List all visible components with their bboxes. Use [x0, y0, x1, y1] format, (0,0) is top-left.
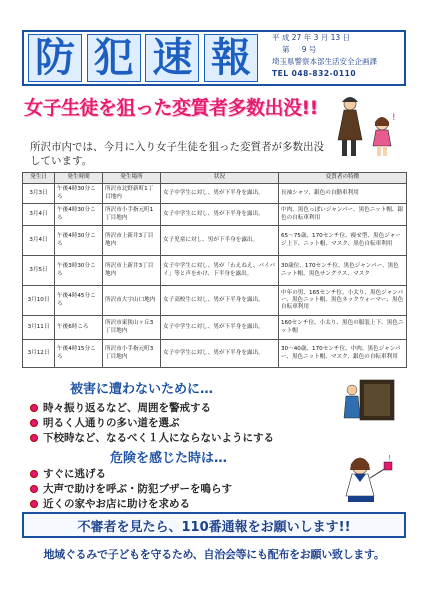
flyer-title	[28, 34, 258, 82]
cell-time: 午後4時30分ころ	[55, 204, 103, 226]
cell-date: 3月11日	[23, 316, 55, 340]
col-header-situation: 状況	[161, 173, 279, 184]
issue-date: 平 成 27 年 3 月 13 日	[272, 33, 351, 42]
cell-situation: 女子中学生に対し、男が「わえねえ、パイパイ」等と声をかけ、下半身を露出。	[161, 256, 279, 286]
bullet-icon	[30, 470, 38, 478]
cell-time: 午後4時15分ころ	[55, 340, 103, 368]
suspicious-man-illustration	[336, 92, 400, 160]
incident-table	[22, 172, 407, 368]
phone-number: TEL 048-832-0110	[272, 69, 357, 78]
list-item	[30, 400, 274, 415]
prevention-list	[30, 400, 274, 445]
title-char: 速	[145, 34, 199, 82]
cell-features: 中肉、黒色っぽいジャンパー、黒色ニット帽、銀色の自転車利用	[279, 204, 407, 226]
cell-situation: 女子中学生に対し、男が下半身を露出。	[161, 184, 279, 204]
list-item-text: 近くの家やお店に助けを求める	[43, 498, 190, 510]
list-item-text: 下校時など、なるべく１人にならないようにする	[43, 432, 274, 444]
list-item	[30, 415, 274, 430]
list-item-text: 時々振り返るなど、周囲を警戒する	[43, 402, 211, 414]
list-item-text: 大声で助けを呼ぶ・防犯ブザーを鳴らす	[43, 483, 232, 495]
distribution-note: 地域ぐるみで子どもを守るため、自治会等にも配布をお願い致します。	[43, 548, 385, 561]
bullet-icon	[30, 419, 38, 427]
list-item	[30, 430, 274, 445]
cell-date: 3月4日	[23, 226, 55, 256]
cell-date: 3月12日	[23, 340, 55, 368]
cell-date: 3月3日	[23, 184, 55, 204]
svg-text:!: !	[392, 113, 396, 123]
cell-situation: 女子中学生に対し、男が下半身を露出。	[161, 340, 279, 368]
publisher: 埼玉県警察本部生活安全企画課	[272, 57, 377, 66]
cell-situation: 女子中学生に対し、男が下半身を露出。	[161, 316, 279, 340]
cell-place: 所沢市上新井3丁目地内	[103, 226, 161, 256]
headline: 女子生徒を狙った変質者多数出没!!	[24, 97, 318, 119]
cell-place: 所沢市東狭山ヶ丘3丁目地内	[103, 316, 161, 340]
col-header-time: 発生時間	[55, 173, 103, 184]
cell-place: 所沢市小手指元町3丁目地内	[103, 340, 161, 368]
cell-time: 午後4時45分ころ	[55, 286, 103, 316]
table-row	[23, 316, 407, 340]
cell-features: 30～40歳、170センチ位、中肉、黒色ジャンパー、黒色ニット帽、マスク、銀色の自転車利用	[279, 340, 407, 368]
cell-features: 65～75歳、170センチ位、痩せ型、黒色ジャージ上下、ニット帽、マスク、黒色自転車利用	[279, 226, 407, 256]
cell-date: 3月10日	[23, 286, 55, 316]
list-item	[30, 496, 232, 511]
door-illustration	[340, 378, 396, 422]
col-header-place: 発生場所	[103, 173, 161, 184]
cell-place: 所沢市小手指元町1丁目地内	[103, 204, 161, 226]
danger-list	[30, 466, 232, 511]
cell-time: 午後4時30分ころ	[55, 184, 103, 204]
col-header-features: 変質者の特徴	[279, 173, 407, 184]
list-item	[30, 466, 232, 481]
cell-time: 午後6時ころ	[55, 316, 103, 340]
title-char: 報	[204, 34, 258, 82]
prevention-title: 被害に遭わないために…	[70, 382, 214, 397]
cell-features: 長袖シャツ、銀色の自動車利用	[279, 184, 407, 204]
header-info	[272, 32, 406, 80]
title-char: 防	[28, 34, 82, 82]
cell-place: 所沢市北野新町1丁目地内	[103, 184, 161, 204]
bullet-icon	[30, 500, 38, 508]
danger-title: 危険を感じた時は…	[110, 451, 228, 466]
list-item-text: すぐに逃げる	[43, 468, 106, 480]
list-item	[30, 481, 232, 496]
bullet-icon	[30, 434, 38, 442]
title-char: 犯	[87, 34, 141, 82]
cell-features: 中年の男、165センチ位、小太り、黒色ジャンパー、黒色ニット帽、黒色ネックウォーマー、黒色自転車利用	[279, 286, 407, 316]
list-item-text: 明るく人通りの多い道を選ぶ	[43, 417, 180, 429]
intro-text: 所沢市内では、今月に入り女子生徒を狙った変質者が多数出没しています。	[30, 141, 324, 167]
bullet-icon	[30, 485, 38, 493]
call-110-banner	[22, 512, 406, 538]
table-header-row	[23, 173, 407, 184]
table-row	[23, 286, 407, 316]
svg-text:!: !	[388, 454, 391, 462]
issue-number: 第 9 号	[282, 45, 317, 54]
col-header-date: 発生日	[23, 173, 55, 184]
cell-place: 所沢市大字山口地内	[103, 286, 161, 316]
cell-place: 所沢市上新井3丁目地内	[103, 256, 161, 286]
table-row	[23, 226, 407, 256]
bullet-icon	[30, 404, 38, 412]
cell-time: 午後4時30分ころ	[55, 226, 103, 256]
cell-date: 3月5日	[23, 256, 55, 286]
girl-running-illustration	[330, 452, 398, 510]
cell-features: 160センチ位、小太り、黒色の服装上下、黒色ニット帽	[279, 316, 407, 340]
cell-features: 30歳位、170センチ位、黒色ジャンパー、黒色ニット帽、黒色サングラス、マスク	[279, 256, 407, 286]
table-row	[23, 340, 407, 368]
cell-situation: 女子中学生に対し、男が下半身を露出。	[161, 204, 279, 226]
cell-time: 午後3時30分ころ	[55, 256, 103, 286]
cell-situation: 女子児童に対し、男が下半身を露出。	[161, 226, 279, 256]
cell-date: 3月4日	[23, 204, 55, 226]
table-row	[23, 204, 407, 226]
call-110-text: 不審者を見たら、110番通報をお願いします!!	[77, 519, 351, 535]
table-row	[23, 256, 407, 286]
table-row	[23, 184, 407, 204]
cell-situation: 女子高校生に対し、男が下半身を露出。	[161, 286, 279, 316]
